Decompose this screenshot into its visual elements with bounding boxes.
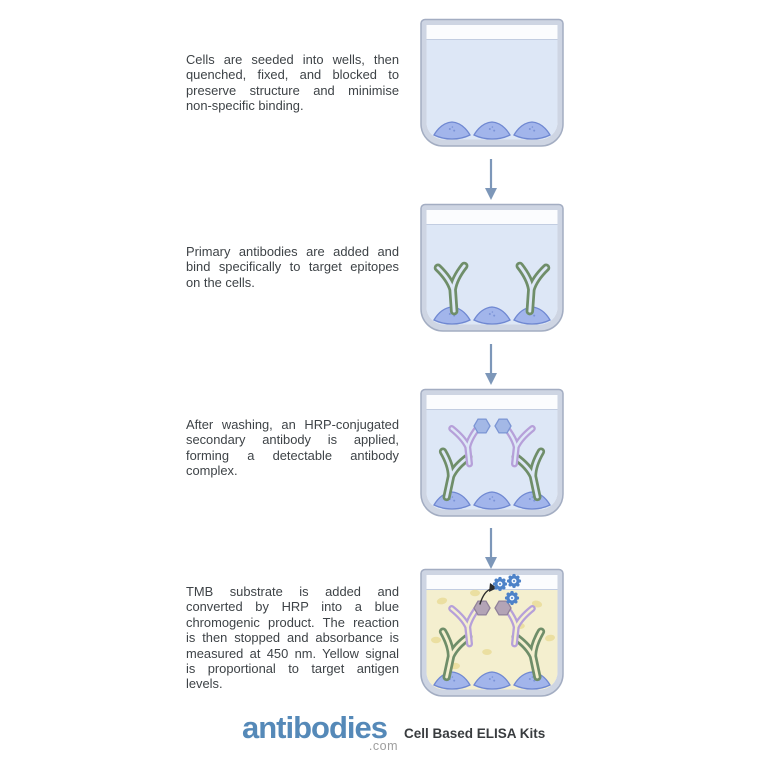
substrate-blob <box>431 637 441 643</box>
well-step-4-icon <box>419 568 565 698</box>
tmb-blue-product-icon <box>493 577 507 591</box>
well-step-3-icon <box>419 388 565 518</box>
down-arrow-icon <box>480 527 502 571</box>
hrp-hexagon-icon <box>474 601 490 615</box>
substrate-blob <box>470 590 480 596</box>
hrp-hexagon-icon <box>474 419 490 433</box>
step-3-description: After washing, an HRP-conjugated secondary antibody is applied, forming a detectable antibody complex. <box>186 417 399 479</box>
logo-wordmark: antibodies <box>242 710 388 745</box>
well-step-2-icon <box>419 203 565 333</box>
tmb-blue-product-icon <box>505 591 519 605</box>
step-2-description: Primary antibodies are added and bind specifically to target epitopes on the cells. <box>186 244 399 290</box>
step-4-description: TMB substrate is added and converted by HRP into a blue chromogenic product. The reaction is then stopped and absorbance is measured at 450 nm. Yellow signal is proportional to target antigen levels. <box>186 584 399 692</box>
well-step-1-icon <box>419 18 565 148</box>
tmb-blue-product-icon <box>507 574 521 588</box>
antibodies-logo <box>242 710 400 753</box>
hrp-hexagon-icon <box>495 419 511 433</box>
down-arrow-icon <box>480 343 502 387</box>
substrate-blob <box>482 649 492 655</box>
product-label: Cell Based ELISA Kits <box>404 726 546 741</box>
down-arrow-icon <box>480 158 502 202</box>
step-1-description: Cells are seeded into wells, then quenched, fixed, and blocked to preserve structure and minimise non-specific binding. <box>186 52 399 114</box>
logo-domain-suffix: .com <box>368 739 398 753</box>
